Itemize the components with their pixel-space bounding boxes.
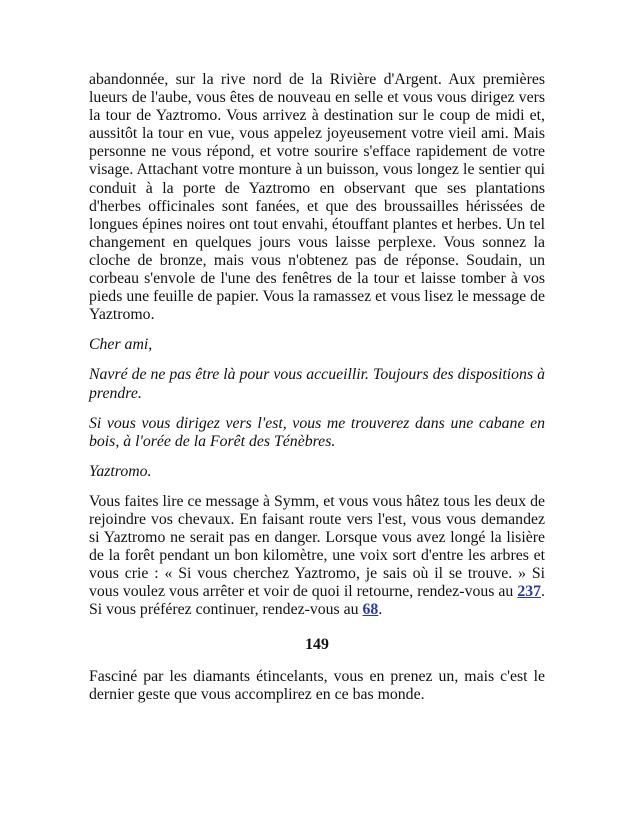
- section-link-237[interactable]: 237: [517, 583, 542, 601]
- letter-line-2: Si vous vous dirigez vers l'est, vous me trouverez dans une cabane en bois, à l'orée de la Forêt des Ténèbres.: [89, 414, 545, 450]
- letter-salutation: Cher ami,: [89, 336, 153, 354]
- paragraph-symm-text-after: .: [378, 601, 383, 619]
- letter-signature: Yaztromo.: [89, 462, 152, 480]
- paragraph-symm-text-middle: . Si vous préférez continuer, rendez-vous au: [89, 583, 545, 619]
- paragraph-symm-text-before: Vous faites lire ce message à Symm, et vous vous hâtez tous les deux de rejoindre vos chevaux. En faisant route vers l'est, vous vous demandez si Yaztromo ne serait pas en danger. Lorsque vous avez longé la lisière de la forêt pendant un bon kilomètre, une voix sort d'entre les arbres et vous crie : « Si vous cherchez Yaztromo, je sais où il se trouve. » Si vous voulez vous arrêter et voir de quoi il retourne, rendez-vous au: [89, 492, 545, 601]
- section-link-68[interactable]: 68: [362, 601, 379, 619]
- letter-line-1: Navré de ne pas être là pour vous accueillir. Toujours des dispositions à prendre.: [89, 366, 545, 402]
- section-number: 149: [305, 635, 329, 653]
- paragraph-fascine: Fasciné par les diamants étincelants, vous en prenez un, mais c'est le dernier geste que vous accomplirez en ce bas monde.: [89, 667, 545, 703]
- paragraph-symm: [89, 493, 545, 620]
- book-page: [89, 71, 545, 716]
- paragraph-abandonnee: abandonnée, sur la rive nord de la Rivière d'Argent. Aux premières lueurs de l'aube, vous êtes de nouveau en selle et vous vous dirigez vers la tour de Yaztromo. Vous arrivez à destination sur le coup de midi et, aussitôt la tour en vue, vous appelez joyeusement votre vieil ami. Mais personne ne vous répond, et votre sourire s'efface rapidement de votre visage. Attachant votre monture à un buisson, vous longez le sentier qui conduit à la porte de Yaztromo en observant que ses plantations d'herbes officinales sont fanées, et que des broussailles hérissées de longues épines noires ont tout envahi, étouffant plantes et herbes. Un tel changement en quelques jours vous laisse perplexe. Vous sonnez la cloche de bronze, mais vous n'obtenez pas de réponse. Soudain, un corbeau s'envole de l'une des fenêtres de la tour et laisse tomber à vos pieds une feuille de papier. Vous la ramassez et vous lisez le message de Yaztromo.: [89, 71, 545, 324]
